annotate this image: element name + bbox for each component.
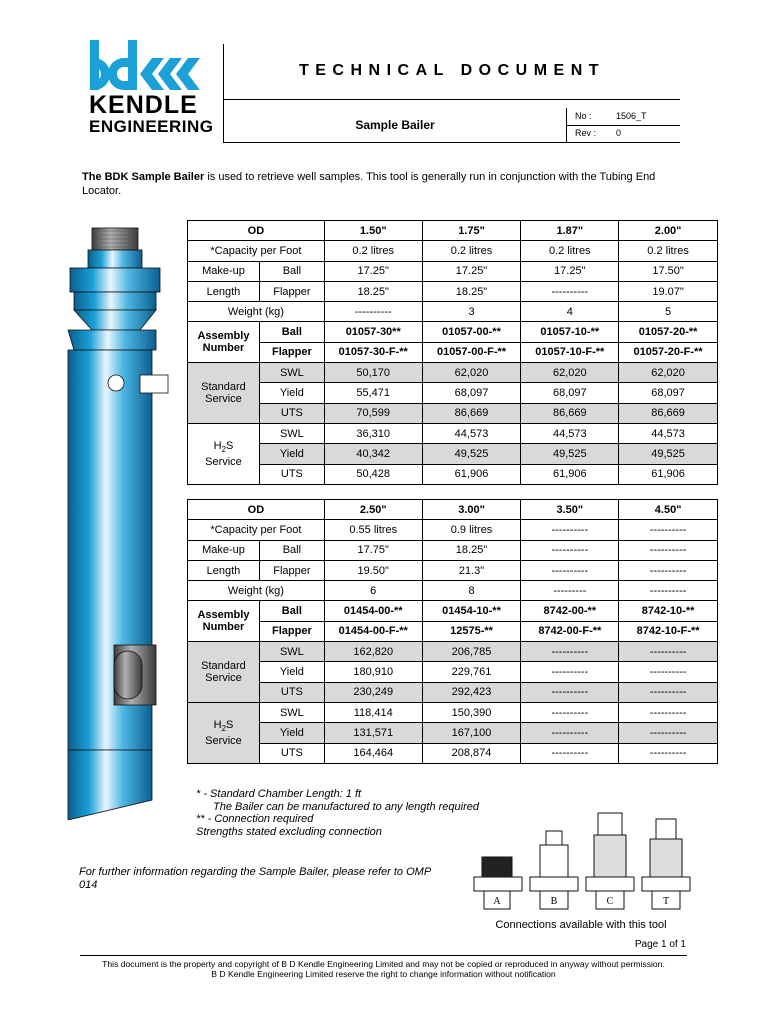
ball-label: Ball (259, 540, 324, 560)
weight-label: Weight (kg) (188, 302, 325, 322)
table-cell: 36,310 (324, 423, 422, 443)
yield-label: Yield (259, 662, 324, 682)
footnote: The Bailer can be manufactured to any length required (213, 800, 479, 813)
table-cell: 61,906 (422, 464, 521, 484)
table-row (188, 560, 718, 580)
od-value: 1.75" (422, 221, 521, 241)
od-value: 2.50" (324, 500, 422, 520)
table-cell: ---------- (521, 281, 619, 301)
table-cell: 55,471 (324, 383, 422, 403)
table-row (188, 281, 718, 301)
length-label: Length (188, 560, 260, 580)
od-label: OD (188, 500, 325, 520)
header-divider (223, 142, 680, 143)
ball-label: Ball (259, 261, 324, 281)
table-cell: 50,170 (324, 363, 422, 383)
table-cell: 8742-00-F-** (521, 621, 619, 641)
further-info: For further information regarding the Sample Bailer, please refer to OMP 014 (79, 866, 431, 891)
table-cell: 44,573 (521, 423, 619, 443)
table-cell: 01057-00-** (422, 322, 521, 342)
od-value: 2.00" (619, 221, 718, 241)
table-row (188, 520, 718, 540)
table-cell: 180,910 (324, 662, 422, 682)
table-cell: 17.25" (521, 261, 619, 281)
revision-value: 0 (616, 128, 622, 138)
table-cell: 62,020 (422, 363, 521, 383)
table-cell: 5 (619, 302, 718, 322)
logo-text-kendle: KENDLE (89, 91, 198, 119)
table-cell: 0.55 litres (324, 520, 422, 540)
table-cell: 86,669 (619, 403, 718, 423)
table-cell: 19.50" (324, 560, 422, 580)
table-cell: 49,525 (521, 444, 619, 464)
table-cell: 61,906 (619, 464, 718, 484)
connection-label: C (606, 896, 614, 907)
od-value: 1.87" (521, 221, 619, 241)
table-cell: 01057-30-F-** (324, 342, 422, 362)
connection-b-head (540, 845, 568, 877)
od-value: 1.50" (324, 221, 422, 241)
table-cell: ---------- (619, 743, 718, 763)
connection-c-top (598, 813, 622, 835)
table-row (188, 581, 718, 601)
table-cell: 01057-00-F-** (422, 342, 521, 362)
spec-table-small-sizes (187, 220, 718, 485)
bdk-logo-mark (90, 40, 214, 92)
h2s-label-sub: 2 (221, 724, 226, 733)
table-cell: --------- (521, 581, 619, 601)
table-row (188, 221, 718, 241)
table-cell: 8 (422, 581, 521, 601)
logo-text-engineering: ENGINEERING (89, 117, 214, 136)
table-cell: ---------- (521, 743, 619, 763)
footnote: ** - Connection required (196, 813, 314, 825)
swl-label: SWL (259, 423, 324, 443)
standard-service-label: Standard Service (188, 642, 260, 703)
header-divider (566, 125, 680, 126)
yield-label: Yield (259, 444, 324, 464)
table-row (188, 682, 718, 702)
table-cell: 6 (324, 581, 422, 601)
assembly-number-label: Assembly Number (188, 601, 260, 642)
doc-number-label: No : (575, 111, 592, 121)
table-row (188, 464, 718, 484)
table-cell: 49,525 (422, 444, 521, 464)
footnote: Strengths stated excluding connection (196, 825, 382, 838)
connection-label: A (493, 896, 501, 907)
table-cell: 150,390 (422, 702, 521, 722)
swl-label: SWL (259, 642, 324, 662)
table-cell: ---------- (521, 702, 619, 722)
connection-label: T (662, 896, 670, 907)
connections-illustration (470, 805, 700, 913)
yield-label: Yield (259, 383, 324, 403)
table-cell: 17.75" (324, 540, 422, 560)
table-cell: 86,669 (422, 403, 521, 423)
table-cell: ---------- (619, 662, 718, 682)
table-cell: ---------- (521, 642, 619, 662)
table-cell: 01057-30** (324, 322, 422, 342)
flapper-label: Flapper (259, 621, 324, 641)
table-cell: 0.2 litres (422, 241, 521, 261)
table-row (188, 540, 718, 560)
table-row (188, 403, 718, 423)
table-row (188, 302, 718, 322)
document-type-title: TECHNICAL DOCUMENT (298, 62, 606, 79)
connection-a-base (474, 877, 522, 891)
header-divider (223, 99, 680, 100)
h2s-label-s: S (225, 718, 234, 731)
table-cell: 19.07" (619, 281, 718, 301)
table-cell: 17.50" (619, 261, 718, 281)
table-cell: 0.9 litres (422, 520, 521, 540)
uts-label: UTS (259, 403, 324, 423)
table-row (188, 702, 718, 722)
table-cell: 230,249 (324, 682, 422, 702)
table-cell: 18.25" (422, 540, 521, 560)
table-cell: 01057-20-F-** (619, 342, 718, 362)
h2s-service-label (188, 702, 260, 763)
table-row (188, 444, 718, 464)
table-row (188, 642, 718, 662)
table-cell: ---------- (619, 560, 718, 580)
makeup-label: Make-up (188, 261, 260, 281)
table-row (188, 342, 718, 362)
table-cell: 01057-10-** (521, 322, 619, 342)
table-cell: ---------- (619, 723, 718, 743)
connection-t-base (642, 877, 690, 891)
table-cell: 61,906 (521, 464, 619, 484)
od-value: 3.00" (422, 500, 521, 520)
table-cell: 292,423 (422, 682, 521, 702)
connection-a-head (482, 857, 512, 877)
document-title: Sample Bailer (355, 118, 435, 132)
revision-label: Rev : (575, 128, 597, 138)
uts-label: UTS (259, 464, 324, 484)
table-row (188, 662, 718, 682)
table-cell: 162,820 (324, 642, 422, 662)
table-row (188, 743, 718, 763)
table-row (188, 500, 718, 520)
disclaimer-notice: B D Kendle Engineering Limited reserve the right to change information without notification (211, 969, 556, 979)
header-divider (566, 108, 567, 143)
table-cell: 01057-10-F-** (521, 342, 619, 362)
connection-c-body (594, 835, 626, 877)
doc-number-value: 1506_T (616, 111, 647, 121)
h2s-service-label (188, 423, 260, 484)
table-cell: 18.25" (324, 281, 422, 301)
service-label: Service (205, 735, 242, 747)
table-row (188, 723, 718, 743)
table-cell: ---------- (619, 682, 718, 702)
uts-label: UTS (259, 682, 324, 702)
table-row (188, 423, 718, 443)
footnote: * - Standard Chamber Length: 1 ft (196, 788, 362, 800)
table-cell: 70,599 (324, 403, 422, 423)
connection-t-top (656, 819, 676, 839)
table-row (188, 363, 718, 383)
table-cell: 50,428 (324, 464, 422, 484)
intro-text: is used to retrieve well samples. This tool is generally run in conjunction with the Tubing End Locator. (82, 171, 656, 197)
table-row (188, 322, 718, 342)
weight-label: Weight (kg) (188, 581, 325, 601)
table-cell: 167,100 (422, 723, 521, 743)
swl-label: SWL (259, 702, 324, 722)
connection-label: B (550, 896, 558, 907)
table-cell: 44,573 (422, 423, 521, 443)
ball-label: Ball (259, 322, 324, 342)
makeup-label: Make-up (188, 540, 260, 560)
service-label: Service (205, 456, 242, 468)
table-cell: 40,342 (324, 444, 422, 464)
table-cell: 01057-20-** (619, 322, 718, 342)
od-value: 4.50" (619, 500, 718, 520)
connection-c-base (586, 877, 634, 891)
table-cell: 01454-00-F-** (324, 621, 422, 641)
table-row (188, 601, 718, 621)
footnotes (196, 788, 479, 838)
intro-bold: The BDK Sample Bailer (82, 171, 205, 183)
table-cell: 12575-** (422, 621, 521, 641)
standard-service-label: Standard Service (188, 363, 260, 424)
h2s-label-h: H (213, 439, 222, 452)
table-cell: 17.25" (422, 261, 521, 281)
table-cell: 68,097 (521, 383, 619, 403)
table-cell: 44,573 (619, 423, 718, 443)
spec-table-large-sizes (187, 499, 718, 764)
ball-label: Ball (259, 601, 324, 621)
table-cell: ---------- (619, 581, 718, 601)
h2s-label-h: H (213, 718, 222, 731)
table-cell: 17.25" (324, 261, 422, 281)
od-label: OD (188, 221, 325, 241)
table-cell: 01454-10-** (422, 601, 521, 621)
table-cell: ---------- (521, 560, 619, 580)
table-cell: ---------- (521, 520, 619, 540)
table-cell: 21.3" (422, 560, 521, 580)
table-cell: 3 (422, 302, 521, 322)
connections-caption: Connections available with this tool (495, 919, 667, 931)
connection-t-body (650, 839, 682, 877)
table-cell: 68,097 (619, 383, 718, 403)
connection-b-base (530, 877, 578, 891)
table-row (188, 621, 718, 641)
table-cell: ---------- (324, 302, 422, 322)
table-cell: ---------- (619, 540, 718, 560)
table-cell: 49,525 (619, 444, 718, 464)
capacity-label: *Capacity per Foot (188, 241, 325, 261)
h2s-label-sub: 2 (221, 445, 226, 454)
copyright-notice: This document is the property and copyright of B D Kendle Engineering Limited and may not be copied or reproduced in anyway without permission. (102, 959, 665, 969)
table-row (188, 261, 718, 281)
table-row (188, 241, 718, 261)
flapper-label: Flapper (259, 281, 324, 301)
table-cell: 4 (521, 302, 619, 322)
table-cell: 0.2 litres (324, 241, 422, 261)
table-cell: 206,785 (422, 642, 521, 662)
assembly-number-label: Assembly Number (188, 322, 260, 363)
length-label: Length (188, 281, 260, 301)
uts-label: UTS (259, 743, 324, 763)
table-cell: ---------- (521, 723, 619, 743)
footer-divider (80, 955, 687, 956)
table-cell: 8742-00-** (521, 601, 619, 621)
table-cell: 86,669 (521, 403, 619, 423)
table-cell: ---------- (521, 540, 619, 560)
table-cell: 0.2 litres (619, 241, 718, 261)
table-cell: 0.2 litres (521, 241, 619, 261)
swl-label: SWL (259, 363, 324, 383)
page-number: Page 1 of 1 (634, 939, 686, 950)
capacity-label: *Capacity per Foot (188, 520, 325, 540)
flapper-label: Flapper (259, 560, 324, 580)
table-cell: 8742-10-** (619, 601, 718, 621)
table-cell: ---------- (521, 682, 619, 702)
table-cell: 131,571 (324, 723, 422, 743)
table-cell: ---------- (521, 662, 619, 682)
table-cell: 62,020 (619, 363, 718, 383)
table-cell: 229,761 (422, 662, 521, 682)
flapper-label: Flapper (259, 342, 324, 362)
intro-paragraph (82, 170, 682, 198)
connection-b-neck (546, 831, 562, 845)
table-cell: 68,097 (422, 383, 521, 403)
table-cell: 01454-00-** (324, 601, 422, 621)
table-cell: 18.25" (422, 281, 521, 301)
h2s-label-s: S (225, 439, 234, 452)
yield-label: Yield (259, 723, 324, 743)
table-cell: ---------- (619, 642, 718, 662)
table-cell: 8742-10-F-** (619, 621, 718, 641)
table-cell: 208,874 (422, 743, 521, 763)
od-value: 3.50" (521, 500, 619, 520)
table-cell: 118,414 (324, 702, 422, 722)
table-cell: ---------- (619, 520, 718, 540)
sample-bailer-illustration (62, 225, 172, 820)
table-cell: 164,464 (324, 743, 422, 763)
table-cell: ---------- (619, 702, 718, 722)
table-row (188, 383, 718, 403)
table-cell: 62,020 (521, 363, 619, 383)
